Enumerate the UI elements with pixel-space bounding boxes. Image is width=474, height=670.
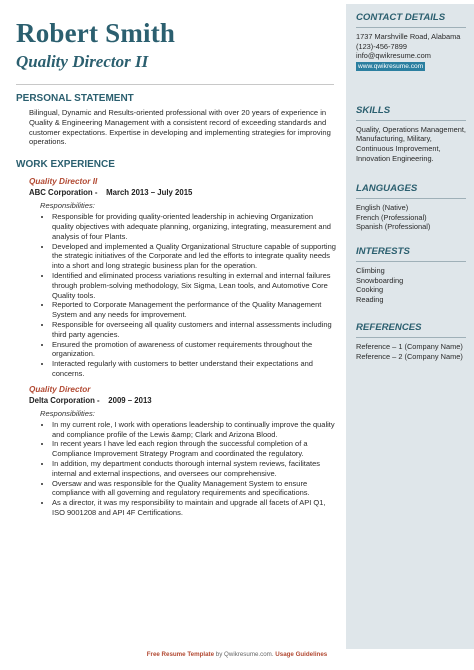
free-resume-template-link[interactable]: Free Resume Template — [146, 651, 215, 658]
candidate-title: Quality Director II — [16, 52, 149, 71]
job-company-line — [29, 188, 336, 198]
list-item: • In addition, my department conducts thorough internal system reviews, facilitates internal and external inspections, and oversees our comprehensive. — [52, 459, 336, 479]
job-company: Delta Corporation - — [29, 395, 100, 405]
skills-text: Quality, Operations Management, Manufacturing, Military, Continuous Improvement, Innovation Engineering. — [356, 124, 466, 163]
list-item: • Responsible for providing quality-oriented leadership in achieving Organization quality objectives with adequate planning, organizing, integrating, measurement and analysis of four Plants. — [52, 212, 336, 241]
interests-section — [356, 246, 474, 304]
job-title: Quality Director — [29, 384, 91, 394]
contact-section — [356, 12, 474, 71]
contact-heading: CONTACT DETAILS — [356, 12, 446, 23]
skills-section — [356, 105, 474, 163]
responsibilities-label: Responsibilities: — [40, 408, 95, 418]
responsibilities-list — [40, 212, 336, 379]
list-item: • As a director, it was my responsibility to maintain and upgrade all facets of API Q1, ISO 9001208 and API 4F Certifications. — [52, 498, 336, 518]
contact-website[interactable]: www.qwikresume.com — [358, 62, 424, 70]
skills-heading: SKILLS — [356, 104, 391, 116]
list-item: Climbing — [356, 265, 385, 275]
references-heading: REFERENCES — [356, 322, 422, 334]
page-footer — [0, 651, 474, 658]
list-item: Spanish (Professional) — [356, 222, 431, 232]
personal-statement-text: Bilingual, Dynamic and Results-oriented professional with over 20 years of experience in Quality & Engineering Management with a consistent record of exceeding standards and customer expectations. Expertise in developing and implementing strategies for improving operations. — [29, 108, 331, 147]
header-divider — [16, 84, 334, 85]
list-item: Snowboarding — [356, 275, 404, 285]
languages-heading: LANGUAGES — [356, 183, 418, 195]
responsibilities-list — [40, 420, 336, 518]
list-item: • Interacted regularly with customers to better understand their expectations and concerns. — [52, 359, 336, 379]
personal-statement-section — [16, 93, 336, 147]
languages-section — [356, 183, 474, 232]
contact-divider — [356, 27, 466, 28]
personal-statement-heading: PERSONAL STATEMENT — [16, 93, 134, 104]
job-dates: 2009 – 2013 — [108, 395, 152, 405]
list-item: Reference – 2 (Company Name) — [356, 351, 463, 361]
list-item: • In recent years I have led each region through the successful completion of a Compliance Improvement Strategy Program and coordinated the regulatory. — [52, 439, 336, 459]
references-divider — [356, 337, 466, 338]
work-experience-section — [16, 159, 336, 518]
contact-phone: (123)-456-7899 — [356, 41, 407, 51]
languages-divider — [356, 198, 466, 199]
list-item: Reference – 1 (Company Name) — [356, 342, 463, 352]
candidate-name: Robert Smith — [16, 18, 176, 48]
list-item: • In my current role, I work with operations leadership to continually improve the quality and compliance profile of the Lewis &amp; Clark and Arizona Blood. — [52, 420, 336, 440]
contact-address: 1737 Marshville Road, Alabama — [356, 32, 461, 41]
list-item: Cooking — [356, 285, 384, 295]
skills-divider — [356, 120, 466, 121]
list-item: • Responsible for overseeing all quality customers and internal assessments including third party agencies. — [52, 320, 336, 340]
job-company-line — [29, 396, 336, 406]
responsibilities-label: Responsibilities: — [40, 201, 95, 211]
list-item: • Reported to Corporate Management the performance of the Quality Management System and any needs for improvement. — [52, 300, 336, 320]
job-dates: March 2013 – July 2015 — [106, 188, 193, 198]
contact-email[interactable]: info@qwikresume.com — [356, 51, 431, 61]
footer-middle-text: by Qwikresume.com. — [215, 651, 274, 658]
usage-guidelines-link[interactable]: Usage Guidelines — [275, 651, 328, 658]
list-item: • Oversaw and was responsible for the Quality Management System to ensure compliance with all governing and regulatory requirements and specifications. — [52, 479, 336, 499]
references-section — [356, 322, 474, 361]
resume-main-column — [16, 0, 336, 518]
resume-sidebar — [346, 4, 474, 649]
work-experience-heading: WORK EXPERIENCE — [16, 159, 115, 171]
list-item: English (Native) — [356, 203, 409, 213]
interests-heading: INTERESTS — [356, 245, 410, 257]
list-item: Reading — [356, 294, 384, 304]
list-item: • Ensured the promotion of awareness of customer requirements throughout the organization. — [52, 340, 336, 360]
interests-divider — [356, 261, 466, 262]
job-company: ABC Corporation - — [29, 188, 98, 198]
job-entry — [16, 177, 336, 379]
list-item: French (Professional) — [356, 212, 427, 222]
job-entry — [16, 385, 336, 518]
list-item: • Developed and implemented a Quality Organizational Structure capable of supporting the strategic initiatives of the Corporate and led the efforts to integrate quality needs into a short and long strategic business plan for the operation. — [52, 242, 336, 271]
job-title: Quality Director II — [29, 177, 98, 187]
list-item: • Identified and eliminated process variations resulting in external and internal failures through problem-solving methodology, Six Sigma, Lean tools, and Automotive Core Quality tools. — [52, 271, 336, 300]
